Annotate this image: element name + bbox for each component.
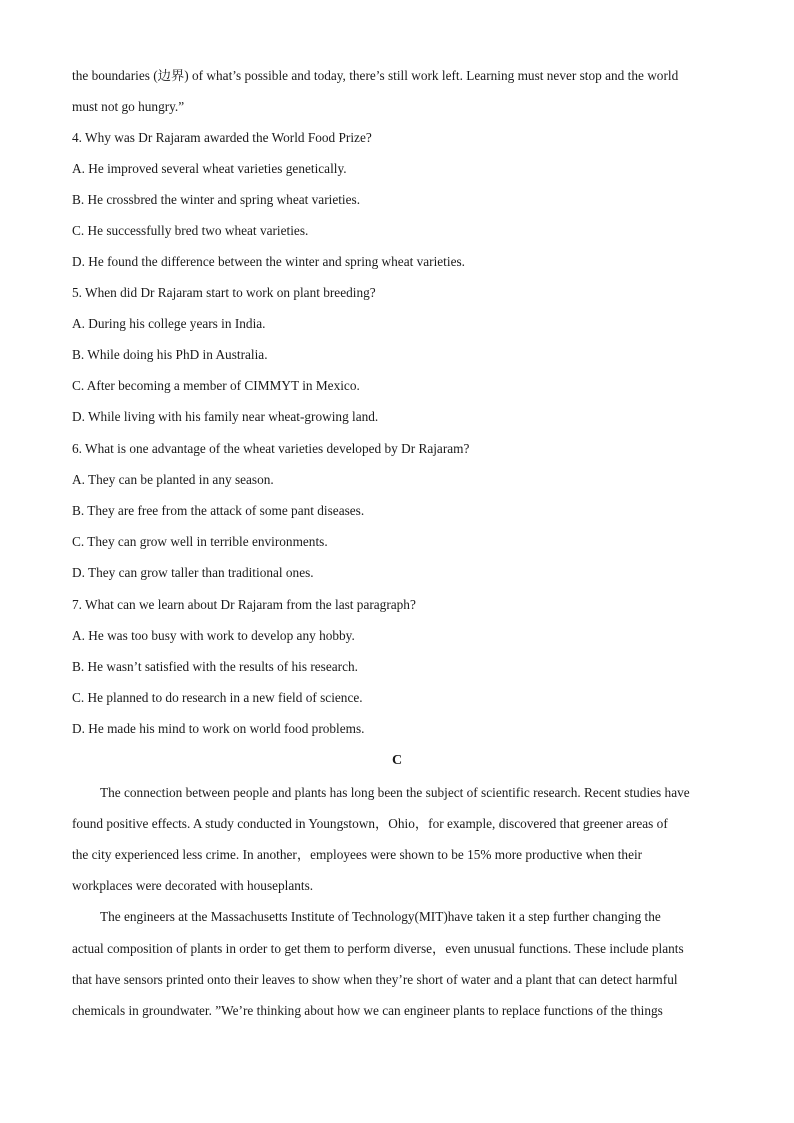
passage-c-paragraph-2-line: chemicals in groundwater. ”We’re thinking about how we can engineer plants to replace functions of the things — [72, 1003, 663, 1018]
question-4-option-b: B. He crossbred the winter and spring wheat varieties. — [72, 192, 361, 207]
question-4-option-c: C. He successfully bred two wheat varieties. — [72, 223, 309, 238]
question-7-option-a: A. He was too busy with work to develop any hobby. — [72, 628, 355, 643]
question-6-stem: 6. What is one advantage of the wheat varieties developed by Dr Rajaram? — [72, 441, 470, 456]
passage-c-paragraph-1-line: found positive effects. A study conducted in Youngstown，Ohio，for example, discovered that greener areas of — [72, 816, 668, 831]
question-5-stem: 5. When did Dr Rajaram start to work on plant breeding? — [72, 285, 376, 300]
passage-c-paragraph-1-line: workplaces were decorated with houseplants. — [72, 878, 314, 893]
question-5-option-a: A. During his college years in India. — [72, 316, 266, 331]
passage-c-paragraph-1-line: the city experienced less crime. In another，employees were shown to be 15% more productive when their — [72, 847, 643, 862]
intro-line: must not go hungry.” — [72, 99, 185, 114]
question-4-stem: 4. Why was Dr Rajaram awarded the World Food Prize? — [72, 130, 372, 145]
question-4-option-d: D. He found the difference between the winter and spring wheat varieties. — [72, 254, 465, 269]
intro-line: the boundaries (边界) of what’s possible and today, there’s still work left. Learning must never stop and the world — [72, 68, 679, 83]
section-heading: C — [391, 753, 403, 768]
passage-c-paragraph-2-line: actual composition of plants in order to get them to perform diverse，even unusual functions. These include plants — [72, 941, 684, 956]
question-5-option-b: B. While doing his PhD in Australia. — [72, 347, 268, 362]
passage-c-paragraph-1-line: The connection between people and plants has long been the subject of scientific research. Recent studies have — [100, 785, 690, 800]
passage-c-paragraph-2-line: The engineers at the Massachusetts Institute of Technology(MIT)have taken it a step further changing the — [100, 909, 661, 924]
passage-c-paragraph-2-line: that have sensors printed onto their leaves to show when they’re short of water and a plant that can detect harmful — [72, 972, 678, 987]
question-7-option-d: D. He made his mind to work on world food problems. — [72, 721, 365, 736]
question-7-option-b: B. He wasn’t satisfied with the results of his research. — [72, 659, 358, 674]
question-5-option-d: D. While living with his family near wheat-growing land. — [72, 409, 379, 424]
question-6-option-d: D. They can grow taller than traditional ones. — [72, 565, 314, 580]
question-5-option-c: C. After becoming a member of CIMMYT in Mexico. — [72, 378, 360, 393]
question-6-option-c: C. They can grow well in terrible environments. — [72, 534, 328, 549]
question-7-option-c: C. He planned to do research in a new field of science. — [72, 690, 363, 705]
question-6-option-a: A. They can be planted in any season. — [72, 472, 274, 487]
question-7-stem: 7. What can we learn about Dr Rajaram from the last paragraph? — [72, 597, 416, 612]
question-6-option-b: B. They are free from the attack of some pant diseases. — [72, 503, 365, 518]
question-4-option-a: A. He improved several wheat varieties genetically. — [72, 161, 347, 176]
